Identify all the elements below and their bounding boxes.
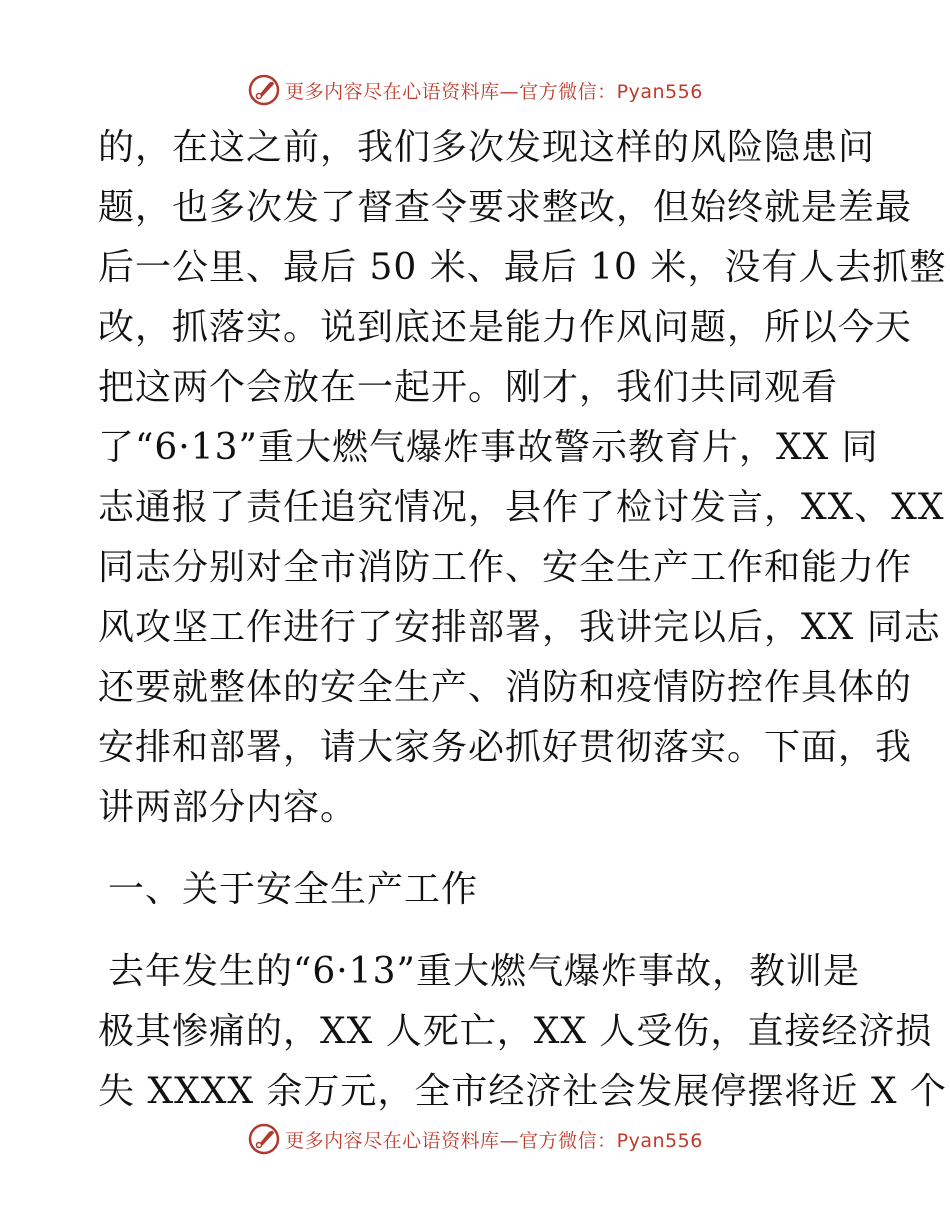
watermark-main-text: 更多内容尽在心语资料库 xyxy=(285,1129,500,1152)
text-line: 了“6·13”重大燃气爆炸事故警示教育片，XX 同 xyxy=(98,427,879,468)
watermark-dash: — xyxy=(499,80,520,103)
paragraph-2 xyxy=(98,942,947,1122)
text-line: 题，也多次发了督查令要求整改，但始终就是差最 xyxy=(98,187,913,228)
watermark-main-text: 更多内容尽在心语资料库 xyxy=(285,80,500,103)
text-line: 的，在这之前，我们多次发现这样的风险隐患问 xyxy=(98,127,876,168)
text-line: 安排和部署，请大家务必抓好贯彻落实。下面，我 xyxy=(98,727,913,768)
quill-logo-icon xyxy=(247,73,281,107)
text-line: 去年发生的“6·13”重大燃气爆炸事故，教训是 xyxy=(108,951,860,992)
header-watermark xyxy=(0,72,950,108)
section-heading: 一、关于安全生产工作 xyxy=(108,869,479,910)
quill-logo-icon xyxy=(247,1122,281,1156)
text-line: 风攻坚工作进行了安排部署，我讲完以后，XX 同志 xyxy=(98,607,941,648)
watermark-dash: — xyxy=(499,1129,520,1152)
footer-watermark xyxy=(0,1121,950,1157)
text-line: 还要就整体的安全生产、消防和疫情防控作具体的 xyxy=(98,667,913,708)
paragraph-1 xyxy=(98,118,947,838)
text-line: 后一公里、最后 50 米、最后 10 米，没有人去抓整 xyxy=(98,247,947,288)
text-line: 志通报了责任追究情况，县作了检讨发言，XX、XX xyxy=(98,487,945,528)
document-body xyxy=(98,118,947,1122)
text-line: 讲两部分内容。 xyxy=(98,787,358,828)
text-line: 同志分别对全市消防工作、安全生产工作和能力作 xyxy=(98,547,913,588)
text-line: 把这两个会放在一起开。刚才，我们共同观看 xyxy=(98,367,839,408)
text-line: 改，抓落实。说到底还是能力作风问题，所以今天 xyxy=(98,307,913,348)
text-line: 极其惨痛的，XX 人死亡，XX 人受伤，直接经济损 xyxy=(98,1011,933,1052)
watermark-sub-text: 官方微信：Pyan556 xyxy=(519,80,703,103)
watermark-sub-text: 官方微信：Pyan556 xyxy=(519,1129,703,1152)
text-line: 失 XXXX 余万元，全市经济社会发展停摆将近 X 个 xyxy=(98,1071,947,1112)
